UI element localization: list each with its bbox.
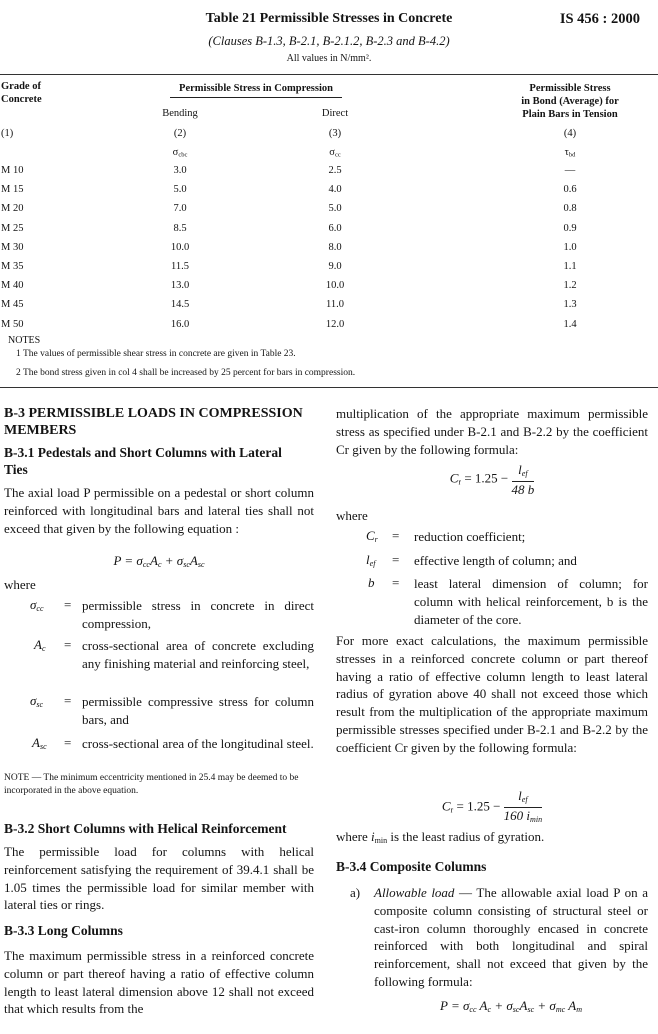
grade-header-line-1: Grade of (1, 81, 41, 92)
table-cell-bending: 16.0 (170, 319, 190, 330)
b3-heading-line-2: MEMBERS (4, 423, 77, 438)
table-cell-grade: M 15 (1, 184, 24, 195)
table-cell-direct: 9.0 (328, 261, 342, 272)
def-eq: = (64, 637, 72, 652)
standard-number: IS 456 : 2000 (559, 11, 640, 27)
bond-header-line-3: Plain Bars in Tension (522, 109, 618, 120)
bending-header: Bending (162, 108, 198, 119)
table-top-rule (0, 74, 658, 75)
table-cell-bond: 1.3 (563, 299, 577, 310)
where-label: where (4, 577, 36, 592)
note-1: 1 The values of permissible shear stress in concrete are given in Table 23. (16, 349, 296, 359)
table-cell-bending: 7.0 (173, 203, 187, 214)
symbol-sigma-cc: $\sigma_{cc}$ (329, 147, 341, 159)
table-cell-grade: M 45 (1, 299, 24, 310)
table-cell-direct: 11.0 (326, 299, 344, 310)
equation-cr-1: $C_r = 1.25$ − $\frac{l_{ef}}{48 b}$ (449, 462, 535, 497)
equation-p-load: $P = \sigma_{cc}A_c + \sigma_{sc}A_{sc}$ (113, 553, 205, 569)
bond-header (490, 82, 650, 121)
table-cell-direct: 5.0 (328, 203, 342, 214)
table-cell-direct: 12.0 (325, 319, 345, 330)
note-2: 2 The bond stress given in col 4 shall be increased by 25 percent for bars in compression. (16, 368, 356, 378)
def-text-sigma-sc: permissible compressive stress for column bars, and (82, 694, 314, 727)
table-cell-bending: 8.5 (173, 223, 187, 234)
def-sym-cr: $C_r$ (366, 528, 378, 544)
def-text-cr: reduction coefficient; (414, 529, 526, 544)
table-cell-bond: 1.2 (563, 280, 577, 291)
def-eq: = (392, 528, 400, 543)
def-sym-sigma-cc: $\sigma_{cc}$ (30, 597, 44, 613)
grade-header-line-2: Concrete (1, 94, 42, 105)
table-cell-bond: 1.1 (563, 261, 577, 272)
col-number-4: (4) (563, 128, 577, 139)
def-eq: = (392, 575, 400, 590)
table-cell-direct: 10.0 (325, 280, 345, 291)
b34-heading: B-3.4 Composite Columns (336, 859, 487, 874)
def-sym-lef: $l_{ef}$ (366, 552, 376, 568)
table-cell-grade: M 25 (1, 223, 24, 234)
def-text-asc: cross-sectional area of the longitudinal steel. (82, 736, 314, 751)
b31-paragraph: The axial load P permissible on a pedestal or short column reinforced with longitudinal bars and lateral ties shall not exceed that given by the following equation : (4, 485, 314, 536)
table-clauses: (Clauses B-1.3, B-2.1, B-2.1.2, B-2.3 and B-4.2) (208, 34, 450, 48)
table-cell-bending: 5.0 (173, 184, 187, 195)
note-eccentricity: NOTE — The minimum eccentricity mentioned in 25.4 may be deemed to be incorporated in the above equation. (4, 773, 299, 796)
def-sym-ac: $A_c$ (34, 637, 46, 653)
table-cell-bond: 0.6 (563, 184, 577, 195)
where-label-right: where (336, 508, 368, 523)
def-eq: = (64, 693, 72, 708)
item-a-label: a) (350, 885, 361, 900)
notes-title: NOTES (8, 335, 41, 346)
b33-heading: B-3.3 Long Columns (4, 923, 123, 938)
b31-heading-line-2: Ties (4, 462, 28, 477)
bond-header-line-1: Permissible Stress (529, 83, 611, 94)
item-a-text: — The allowable axial load P on a composite column consisting of structural steel or cast-iron column thoroughly encased in concrete reinforced with both longitudinal and spiral reinforcement, shall not exceed that given by the following formula: (374, 885, 648, 989)
def-sym-b: b (368, 575, 375, 590)
table-cell-grade: M 50 (1, 319, 24, 330)
table-cell-bond: 0.8 (563, 203, 577, 214)
bond-header-line-2: in Bond (Average) for (521, 96, 619, 107)
b33-paragraph: The maximum permissible stress in a reinforced concrete column or part thereof having a ratio of effective column length to least lateral dimension above 12 shall not exceed that which results from the (4, 948, 314, 1017)
def-eq: = (392, 552, 400, 567)
grade-header (1, 80, 42, 106)
symbol-tau-bd: $\tau_{bd}$ (564, 147, 576, 159)
right-paragraph-1: multiplication of the appropriate maximum permissible stress as specified under B-2.1 and B-2.2 by the coefficient Cr given by the following formula: (336, 406, 648, 457)
def-text-sigma-cc: permissible stress in concrete in direct compression, (82, 598, 314, 631)
b32-heading: B-3.2 Short Columns with Helical Reinforcement (4, 821, 287, 836)
def-text-ac: cross-sectional area of concrete excluding any finishing material and reinforcing steel, (82, 638, 314, 671)
b31-heading-line-1: B-3.1 Pedestals and Short Columns with Lateral (4, 445, 282, 460)
b32-paragraph: The permissible load for columns with helical reinforcement satisfying the requirement of 39.4.1 shall be 1.05 times the permissible load for similar member with lateral ties or rings. (4, 844, 314, 913)
table-cell-grade: M 40 (1, 280, 24, 291)
table-cell-grade: M 30 (1, 242, 24, 253)
compression-header: Permissible Stress in Compression (179, 83, 333, 94)
item-a-title: Allowable load (374, 885, 455, 900)
def-text-lef: effective length of column; and (414, 553, 577, 568)
item-a-paragraph (374, 884, 648, 991)
equation-cr-2: $C_r = 1.25$ − $\frac{l_{ef}}{160 i_{min}}$ (336, 788, 648, 827)
def-sym-asc: $A_{sc}$ (32, 735, 47, 751)
table-cell-bond: 1.0 (563, 242, 577, 253)
def-eq: = (64, 597, 72, 612)
table-cell-bond: 0.9 (563, 223, 577, 234)
table-cell-bending: 14.5 (170, 299, 190, 310)
col-number-3: (3) (328, 128, 342, 139)
table-cell-bond: — (564, 165, 576, 176)
table-cell-bond: 1.4 (563, 319, 577, 330)
table-cell-bending: 13.0 (170, 280, 190, 291)
table-title: Table 21 Permissible Stresses in Concrete (205, 11, 453, 26)
table-cell-bending: 3.0 (173, 165, 187, 176)
table-cell-direct: 8.0 (328, 242, 342, 253)
table-cell-grade: M 20 (1, 203, 24, 214)
equation-composite: $P = \sigma_{cc}$ $A_c + \sigma_{sc}A_{sc} + \sigma_{mc}$ $A_m$ (440, 998, 582, 1014)
b3-heading-line-1: B-3 PERMISSIBLE LOADS IN COMPRESSION (4, 406, 303, 421)
b31-heading (4, 444, 314, 478)
def-text-b: least lateral dimension of column; for column with helical reinforcement, b is the diameter of the core. (414, 576, 648, 627)
table-cell-grade: M 35 (1, 261, 24, 272)
symbol-sigma-cbc: $\sigma_{cbc}$ (172, 147, 188, 159)
b3-heading (4, 405, 314, 439)
col-number-1: (1) (1, 128, 14, 139)
def-eq: = (64, 735, 72, 750)
col-number-2: (2) (173, 128, 187, 139)
fraction-lef-160imin: $\frac{l_{ef}}{160 i_{min}}$ (503, 788, 543, 824)
table-cell-bending: 10.0 (170, 242, 190, 253)
fraction-lef-48b: $\frac{l_{ef}}{48 b}$ (511, 462, 535, 497)
direct-header: Direct (321, 108, 349, 119)
table-cell-bending: 11.5 (171, 261, 189, 272)
imin-definition: where $i_{min}$ is the least radius of gyration. (336, 829, 545, 845)
table-cell-grade: M 10 (1, 165, 24, 176)
compression-header-rule (170, 97, 342, 98)
table-cell-direct: 2.5 (328, 165, 342, 176)
def-sym-sigma-sc: $\sigma_{sc}$ (30, 693, 44, 709)
right-paragraph-2: For more exact calculations, the maximum permissible stresses in a reinforced concrete column or part thereof having a ratio of effective column length to least lateral radius of gyration above 40 shall not exceed those which result from the multiplication of the appropriate maximum permissible stresses specified under B-2.1 and B-2.2 by the coefficient Cr given by the following formula: (336, 633, 648, 755)
table-cell-direct: 6.0 (328, 223, 342, 234)
table-cell-direct: 4.0 (328, 184, 342, 195)
table-units: All values in N/mm². (286, 53, 372, 64)
table-bottom-rule (0, 387, 658, 388)
